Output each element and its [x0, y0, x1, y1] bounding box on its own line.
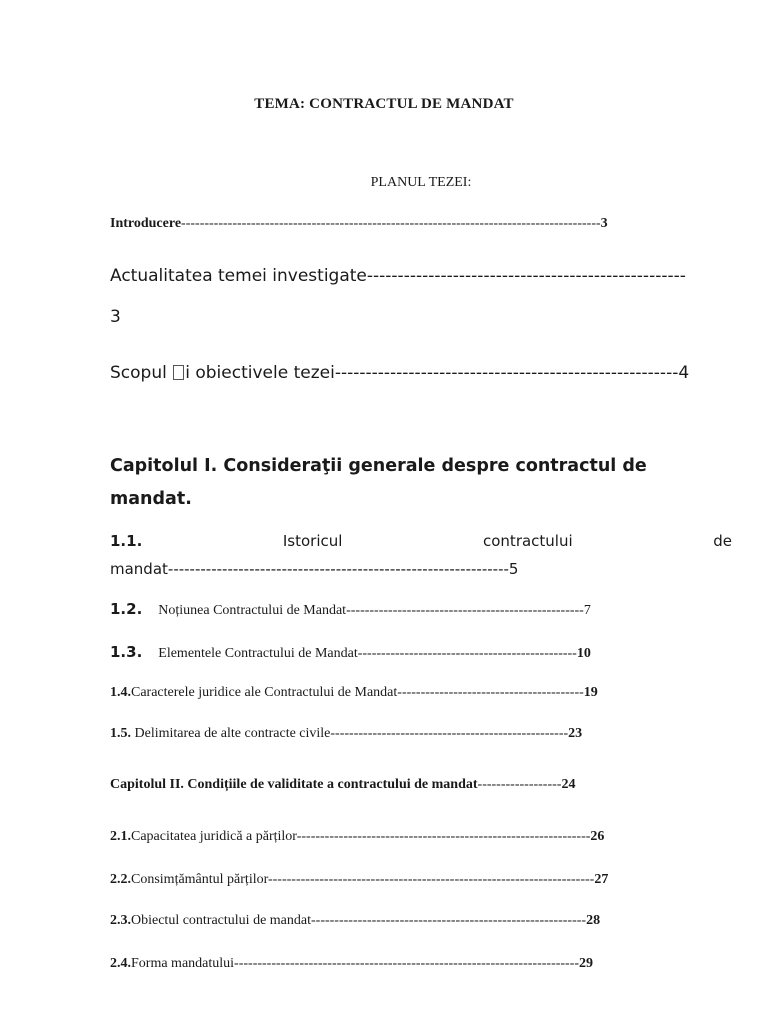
- missing-glyph-box: [173, 365, 184, 380]
- toc-page: 10: [576, 646, 591, 661]
- toc-leader: ---------------------------------------------------: [330, 726, 569, 741]
- toc-label: Consimțământul părților: [131, 872, 268, 887]
- toc-page: 27: [594, 872, 609, 887]
- toc-leader: -----------------------------------------------: [357, 646, 577, 661]
- toc-label: Noțiunea Contractului de Mandat: [158, 603, 347, 618]
- chapter-1-heading: [110, 450, 647, 516]
- toc-entry-1-1: [110, 532, 732, 550]
- toc-entry-1-4: [110, 685, 598, 701]
- toc-entry-1-2: [110, 600, 591, 619]
- toc-label: Obiectul contractului de mandat: [131, 913, 311, 928]
- toc-entry-2-2: [110, 872, 608, 888]
- toc-number: 1.4.: [110, 685, 131, 700]
- toc-leader: --------------------------------------------------------: [334, 363, 679, 383]
- toc-label: Actualitatea temei investigate: [110, 266, 367, 286]
- toc-leader: -----------------------------------------------------------: [311, 913, 587, 928]
- toc-entry-2-4: [110, 956, 593, 972]
- toc-page: 19: [583, 685, 598, 700]
- toc-number: 1.1.: [110, 532, 143, 550]
- toc-label: Introducere: [110, 216, 182, 231]
- toc-label-rest: i obiectivele tezei: [185, 363, 335, 383]
- toc-leader: ------------------------------------------------------------------------------------------: [181, 216, 601, 231]
- toc-leader: ---------------------------------------------------------------: [167, 560, 509, 578]
- toc-entry-actualitatea: [110, 266, 686, 286]
- toc-entry-actualitatea-page: [110, 307, 121, 327]
- toc-label: Elementele Contractului de Mandat: [158, 646, 358, 661]
- toc-number: 2.3.: [110, 913, 131, 928]
- toc-word: contractului: [483, 532, 573, 550]
- chapter-1-line2: mandat.: [110, 489, 192, 509]
- toc-leader: ------------------: [477, 777, 562, 792]
- toc-leader: ----------------------------------------------------: [366, 266, 686, 286]
- toc-leader: ---------------------------------------------------: [346, 603, 584, 618]
- toc-leader: ----------------------------------------------------------------------: [267, 872, 595, 887]
- toc-label: Caracterele juridice ale Contractului de Mandat: [131, 685, 398, 700]
- toc-page: 24: [561, 777, 576, 792]
- toc-entry-1-5: [110, 726, 582, 742]
- toc-leader: ---------------------------------------------------------------: [296, 829, 591, 844]
- toc-page: 3: [600, 216, 608, 231]
- toc-number: 2.2.: [110, 872, 131, 887]
- toc-label: mandat: [110, 560, 168, 578]
- toc-number: 1.3.: [110, 643, 143, 661]
- toc-page: 28: [586, 913, 601, 928]
- toc-entry-introducere: [110, 216, 608, 232]
- toc-page: 29: [579, 956, 594, 971]
- toc-entry-1-3: [110, 643, 591, 662]
- toc-page: 23: [568, 726, 583, 741]
- document-title: TEMA: CONTRACTUL DE MANDAT: [254, 96, 514, 112]
- toc-page: 7: [583, 603, 591, 618]
- toc-label: Capacitatea juridică a părților: [131, 829, 297, 844]
- toc-label: Scopul: [110, 363, 173, 383]
- toc-page: 26: [590, 829, 605, 844]
- toc-word: Istoricul: [282, 532, 343, 550]
- chapter-2-heading: [110, 777, 575, 793]
- toc-leader: --------------------------------------------------------------------------: [234, 956, 580, 971]
- toc-page: 4: [678, 363, 690, 383]
- toc-label: Forma mandatului: [131, 956, 235, 971]
- toc-entry-1-1-cont: [110, 560, 518, 578]
- toc-word: de: [713, 532, 732, 550]
- chapter-1-line1: Capitolul I. Consideraţii generale despre contractul de: [110, 456, 647, 476]
- toc-entry-2-1: [110, 829, 604, 845]
- plan-heading: PLANUL TEZEI:: [370, 175, 472, 190]
- toc-leader: ----------------------------------------: [397, 685, 584, 700]
- toc-number: 2.1.: [110, 829, 131, 844]
- toc-number: 1.2.: [110, 600, 143, 618]
- toc-page: 3: [110, 307, 121, 327]
- toc-number: 1.5.: [110, 726, 131, 741]
- toc-label: Capitolul II. Condițiile de validitate a contractului de mandat: [110, 777, 478, 792]
- toc-page: 5: [508, 560, 519, 578]
- toc-label: Delimitarea de alte contracte civile: [131, 726, 331, 741]
- toc-entry-2-3: [110, 913, 600, 929]
- toc-number: 2.4.: [110, 956, 131, 971]
- toc-entry-scopul: [110, 363, 689, 383]
